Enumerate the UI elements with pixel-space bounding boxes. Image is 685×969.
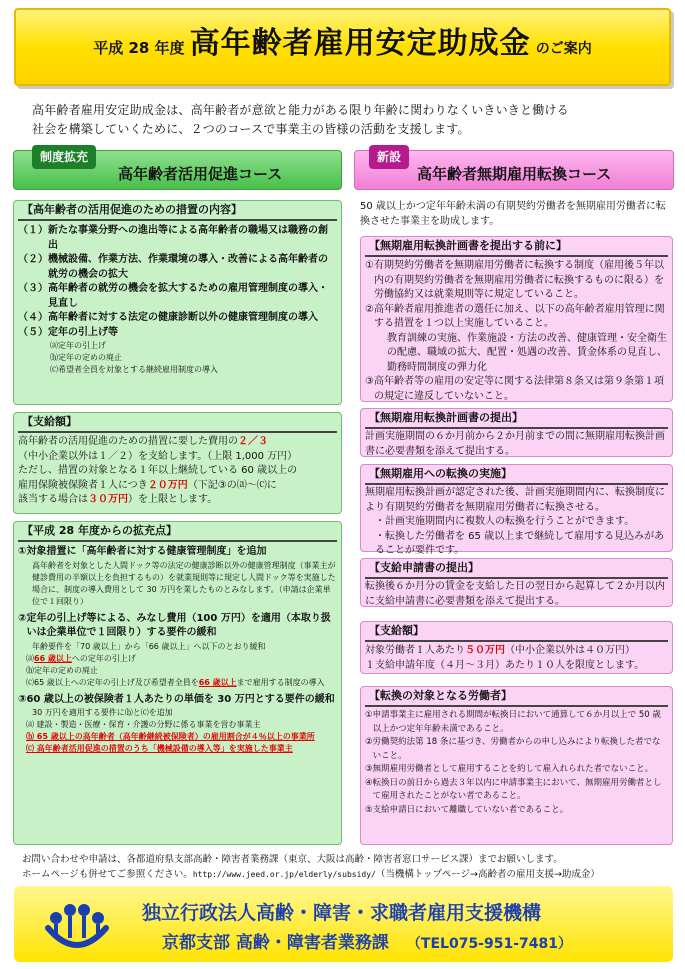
- expansion-point-2: ② 定年の引上げ等による、みなし費用（100 万円）を適用（本取り扱いは企業単位で１回限り）する要件の緩和: [18, 612, 331, 638]
- left-course-badge: 制度拡充: [32, 145, 96, 169]
- expansion-point-3-detail: 30 万円を適用する要件に⒝と⒞を追加: [32, 708, 173, 717]
- left-amount-text: 高年齢者の活用促進のための措置に要した費用の２／３ （中小企業以外は１／２）を支給します。（上限 1,000 万円） ただし、措置の対象となる１年以上継続している 60 歳以上の 雇用保険被保険者１人につき２０万円（下記③の⒜～⒞に 該当する場合は３０万円）を上限とします。: [18, 436, 298, 505]
- right-course-title: 高年齢者無期雇用転換コース: [417, 165, 612, 183]
- measure-item: （２） 機械設備、作業方法、作業環境の導入・改善による高年齢者の就労の機会の拡大: [18, 254, 328, 280]
- right-amount-panel: [360, 621, 673, 674]
- plan-submit-title: 【無期雇用転換計画書の提出】: [365, 409, 668, 429]
- branch-phone: （TEL075-951-7481）: [406, 936, 572, 952]
- conversion-text: 無期雇用転換計画が認定された後、計画実施期間内に、転換制度により有期契約労働者を無期雇用労働者に転換させる。: [365, 487, 665, 513]
- branch-name: 京都支部 高齢・障害者業務課 （TEL075-951-7481）: [162, 933, 572, 953]
- target-workers-title: 【転換の対象となる労働者】: [365, 687, 668, 707]
- target-worker-item: ③ 無期雇用労働者として雇用することを約して雇入れられた者でないこと。: [365, 764, 654, 774]
- right-course-intro: 50 歳以上かつ定年年齢未満の有期契約労働者を無期雇用労働者に転換させた事業主を助成します。: [360, 201, 666, 227]
- right-amount-line-1: 対象労働者１人あたり５０万円（中小企業以外は４０万円）: [365, 645, 635, 656]
- application-text: 転換後６か月分の賃金を支給した日の翌日から起算して２か月以内に支給申請書に必要書類を添えて提出する。: [365, 581, 665, 607]
- conversion-title: 【無期雇用への転換の実施】: [365, 465, 668, 485]
- right-amount-title: 【支給額】: [365, 622, 668, 642]
- homepage-link[interactable]: http://www.jeed.or.jp/elderly/subsidy/: [192, 870, 376, 879]
- measures-title: 【高年齢者の活用促進のための措置の内容】: [18, 201, 337, 221]
- expansion-point-3: ③ 60 歳以上の被保険者１人あたりの単価を 30 万円とする要件の緩和: [18, 693, 335, 705]
- application-title: 【支給申請書の提出】: [365, 559, 668, 579]
- left-amount-title: 【支給額】: [18, 413, 337, 433]
- plan-submit-text: 計画実施期間の６か月前から２か月前までの間に無期雇用転換計画書に必要書類を添えて提出する。: [365, 431, 665, 457]
- organization-box: [14, 886, 673, 962]
- application-panel: [360, 558, 673, 607]
- expansion-point-2-b: ⒝定年の定めの廃止: [26, 665, 98, 675]
- expansion-panel: [13, 521, 342, 845]
- target-worker-item: ⑤ 支給申請日において離職していない者であること。: [365, 804, 569, 815]
- expansion-point-2-detail: 年齢要件を「70 歳以上」から「66 歳以上」へ以下のとおり緩和: [32, 641, 266, 651]
- measures-panel: [13, 200, 342, 405]
- target-workers-panel: [360, 686, 673, 845]
- measure-subitem: ⒝定年の定めの廃止: [50, 353, 122, 362]
- left-course-title: 高年齢者活用促進コース: [118, 165, 283, 183]
- left-course-header: [13, 150, 342, 190]
- pre-plan-item-3: ③ 高年齢者等の雇用の安定等に関する法律第８条又は第９条第１項の規定に違反していないこと。: [365, 376, 664, 402]
- expansion-title: 【平成 28 年度からの拡充点】: [18, 522, 337, 542]
- expansion-point-3-b: ⒝ 65 歳以上の高年齢者（高年齢継続被保険者）の雇用割合が４％以上の事業所: [26, 732, 315, 741]
- target-worker-item: ② 労働契約法第 18 条に基づき、労働者からの申し込みにより転換した者でないこと。: [365, 737, 661, 761]
- conversion-panel: [360, 464, 673, 556]
- left-amount-panel: [13, 412, 342, 514]
- measure-item: （５） 定年の引上げ等: [18, 326, 118, 338]
- measure-item: （３） 高年齢者の就労の機会を拡大するための雇用管理制度の導入・見直し: [18, 283, 328, 309]
- conversion-bullet-1: ・計画実施期間内に複数人の転換を行うことができます。: [375, 516, 635, 527]
- right-course-header: [354, 150, 674, 190]
- pre-plan-item-2-detail: 教育訓練の実施、作業施設・方法の改善、健康管理・安全衛生の配慮、職域の拡大、配置・処遇の改善、賃金体系の見直し、勤務時間制度の弾力化: [387, 332, 667, 373]
- measure-subitem: ⒜定年の引上げ: [50, 341, 106, 350]
- page-title: [16, 18, 669, 62]
- pre-plan-item-1: ① 有期契約労働者を無期雇用労働者に転換する制度（雇用後５年以内の有期契約労働者を無期雇用労働者に転換するものに限る）を労働協約又は就業規則等に規定していること。: [365, 260, 664, 300]
- expansion-point-1: ① 対象措置に「高年齢者に対する健康管理制度」を追加: [18, 546, 267, 557]
- expansion-point-2-c: ⒞65 歳以上への定年の引上げ及び希望者全員を66 歳以上まで雇用する制度の導入: [26, 677, 325, 687]
- measure-item: （４） 高年齢者に対する法定の健康診断以外の健康管理制度の導入: [18, 312, 318, 323]
- title-suffix: のご案内: [535, 41, 592, 57]
- title-banner: [14, 8, 671, 86]
- expansion-point-3-c: ⒞ 高年齢者活用促進の措置のうち「機械設備の導入等」を実施した事業主: [26, 744, 293, 753]
- title-year: 平成 28 年度: [93, 39, 185, 57]
- target-worker-item: ④ 転換日の前日から過去３年以内に申請事業主において、無期雇用労働者として雇用されたことがない者であること。: [365, 777, 662, 801]
- pre-plan-panel: [360, 236, 673, 402]
- pre-plan-item-2: ② 高年齢者雇用推進者の選任に加え、以下の高年齢者雇用管理に関する措置を１つ以上実施していること。: [365, 303, 665, 329]
- expansion-point-2-a: ⒜66 歳以上への定年の引上げ: [26, 653, 136, 663]
- measure-subitem: ⒞希望者全員を対象とする継続雇用制度の導入: [50, 365, 218, 374]
- right-course-badge: 新設: [369, 145, 409, 169]
- right-amount-line-2: １支給申請年度（４月～３月）あたり１０人を限度とします。: [365, 659, 645, 671]
- contact-info: お問い合わせや申請は、各都道府県支部高齢・障害者業務課（東京、大阪は高齢・障害者窓口サービス課）までお願いします。 ホームページも併せてご参照ください。http://www.jeed.or.jp/elderly/subsidy/（当機構トップページ→高齢者の雇用支援→助成金）: [22, 854, 600, 880]
- conversion-bullet-2: ・転換した労働者を 65 歳以上まで継続して雇用する見込みがあることが要件です。: [375, 530, 665, 556]
- target-worker-item: ① 申請事業主に雇用される期間が転換日において通算して６か月以上で 50 歳以上かつ定年年齢未満であること。: [365, 710, 661, 734]
- pre-plan-title: 【無期雇用転換計画書を提出する前に】: [365, 237, 668, 257]
- title-main: 高年齢者雇用安定助成金: [189, 26, 531, 61]
- measure-item: （１） 新たな事業分野への進出等による高年齢者の職場又は職務の創出: [18, 225, 328, 251]
- expansion-point-1-detail: 高年齢者を対象とした人間ドック等の法定の健康診断以外の健康管理制度（事業主が健診費用の半額以上を負担するもの）を就業規則等に規定し人間ドック等を実施した場合に、制度の導入費用として 30 万円を業したものとみなします。（申請は企業単位で１回限り）: [32, 560, 336, 606]
- jeed-logo-icon: [42, 892, 112, 956]
- intro-text: 高年齢者雇用安定助成金は、高年齢者が意欲と能力がある限り年齢に関わりなくいきいきと働ける 社会を構築していくために、２つのコースで事業主の皆様の活動を支援します。: [32, 103, 569, 136]
- plan-submit-panel: [360, 408, 673, 457]
- expansion-point-3-a: ⒜ 建設・製造・医療・保育・介護の分野に係る事業を営む事業主: [26, 720, 261, 729]
- organization-name: 独立行政法人高齢・障害・求職者雇用支援機構: [142, 902, 542, 924]
